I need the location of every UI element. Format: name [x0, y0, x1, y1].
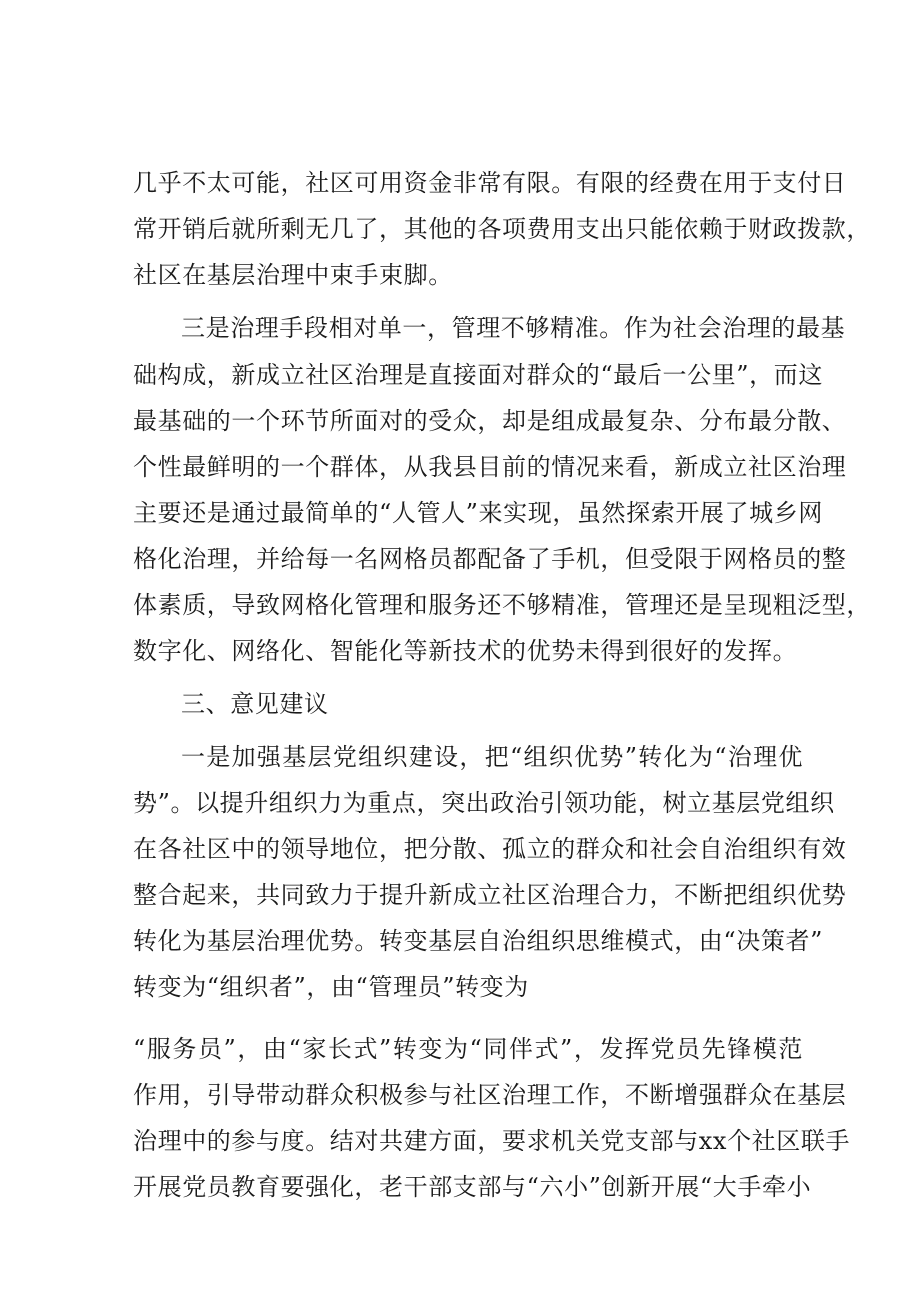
- paragraph-line: 常开销后就所剩无几了，其他的各项费用支出只能依赖于财政拨款，: [133, 215, 871, 243]
- paragraph-line: 转变为“组织者”，由“管理员”转变为: [133, 973, 529, 1001]
- paragraph-line: 治理中的参与度。结对共建方面，要求机关党支部与xx个社区联手: [133, 1127, 851, 1155]
- paragraph-line: 体素质，导致网格化管理和服务还不够精准，管理还是呈现粗泛型，: [133, 591, 871, 619]
- section-heading: 三、意见建议: [181, 690, 329, 718]
- paragraph-line: 格化治理，并给每一名网格员都配备了手机，但受限于网格员的整: [133, 545, 847, 573]
- paragraph-line: 几乎不太可能，社区可用资金非常有限。有限的经费在用于支付日: [133, 169, 847, 197]
- paragraph-line: 个性最鲜明的一个群体，从我县目前的情况来看，新成立社区治理: [133, 453, 847, 481]
- paragraph-line: “服务员”，由“家长式”转变为“同伴式”，发挥党员先锋模范: [133, 1035, 803, 1063]
- paragraph-line: 社区在基层治理中束手束脚。: [133, 261, 453, 289]
- paragraph-line: 主要还是通过最简单的“人管人”来实现，虽然探索开展了城乡网: [133, 499, 823, 527]
- paragraph-line: 最基础的一个环节所面对的受众，却是组成最复杂、分布最分散、: [133, 407, 847, 435]
- paragraph-line: 作用，引导带动群众积极参与社区治理工作，不断增强群众在基层: [133, 1081, 847, 1109]
- paragraph-line: 在各社区中的领导地位，把分散、孤立的群众和社会自治组织有效: [133, 835, 847, 863]
- paragraph-line: 转化为基层治理优势。转变基层自治组织思维模式，由“决策者”: [133, 927, 823, 955]
- paragraph-line: 势”。以提升组织力为重点，突出政治引领功能，树立基层党组织: [133, 789, 835, 817]
- paragraph-line: 整合起来，共同致力于提升新成立社区治理合力，不断把组织优势: [133, 881, 847, 909]
- paragraph-line: 开展党员教育要强化，老干部支部与“六小”创新开展“大手牵小: [133, 1173, 812, 1201]
- paragraph-line: 数字化、网络化、智能化等新技术的优势未得到很好的发挥。: [133, 637, 798, 665]
- paragraph-line: 三是治理手段相对单一，管理不够精准。作为社会治理的最基: [181, 314, 846, 342]
- paragraph-line: 础构成，新成立社区治理是直接面对群众的“最后一公里”，而这: [133, 361, 823, 389]
- paragraph-line: 一是加强基层党组织建设，把“组织优势”转化为“治理优: [181, 743, 803, 771]
